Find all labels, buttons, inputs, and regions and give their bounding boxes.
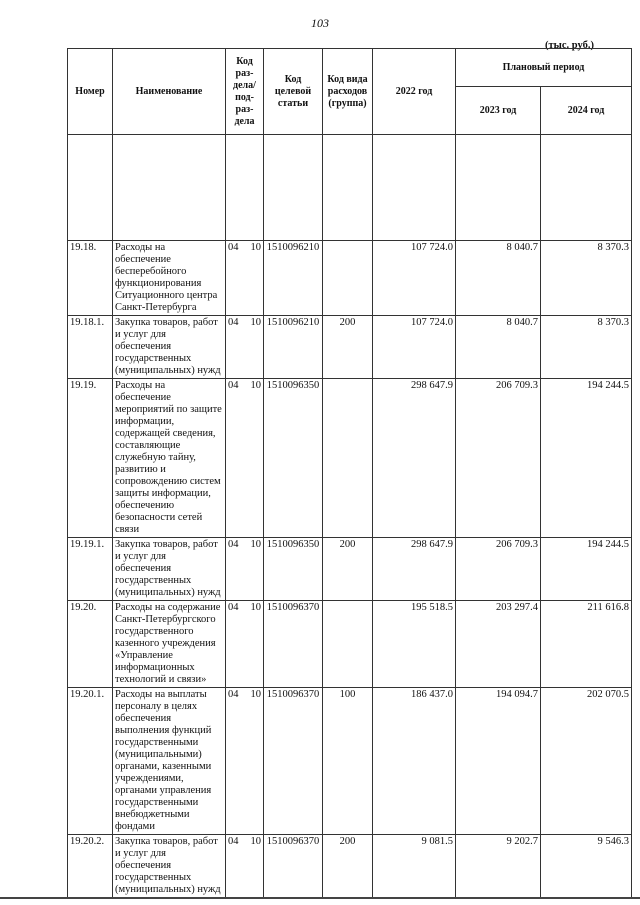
row-amount-2024: 9 546.3 <box>541 835 632 898</box>
header-target-code: Код целевой статьи <box>264 49 323 135</box>
row-expense-type <box>323 379 373 538</box>
row-name: Расходы на обеспечение бесперебойного функционирования Ситуационного центра Санкт-Петербурга <box>113 241 226 316</box>
row-name: Закупка товаров, работ и услуг для обеспечения государственных (муниципальных) нужд <box>113 538 226 601</box>
row-section: 04 <box>228 380 239 391</box>
row-expense-type: 100 <box>323 688 373 835</box>
row-subsection: 10 <box>250 602 261 613</box>
row-subsection: 10 <box>250 317 261 328</box>
row-name: Закупка товаров, работ и услуг для обеспечения государственных (муниципальных) нужд <box>113 316 226 379</box>
row-amount-2022: 195 518.5 <box>373 601 456 688</box>
header-2023: 2023 год <box>456 87 541 135</box>
row-section: 04 <box>228 539 239 550</box>
row-section: 04 <box>228 242 239 253</box>
row-section: 04 <box>228 317 239 328</box>
row-expense-type <box>323 601 373 688</box>
row-amount-2024: 8 370.3 <box>541 316 632 379</box>
row-number: 19.20.2. <box>68 835 113 898</box>
row-target-code: 1510096210 <box>264 316 323 379</box>
row-number: 19.20.1. <box>68 688 113 835</box>
row-expense-type <box>323 241 373 316</box>
row-subsection: 10 <box>250 242 261 253</box>
row-target-code: 1510096210 <box>264 241 323 316</box>
header-section-code: Код раз-дела/ под-раз-дела <box>226 49 264 135</box>
header-2024: 2024 год <box>541 87 632 135</box>
table-row <box>68 241 632 316</box>
row-number: 19.20. <box>68 601 113 688</box>
row-number: 19.18. <box>68 241 113 316</box>
row-subsection: 10 <box>250 380 261 391</box>
row-number: 19.18.1. <box>68 316 113 379</box>
row-section: 04 <box>228 602 239 613</box>
header-expense-type: Код вида расходов (группа) <box>323 49 373 135</box>
row-section: 04 <box>228 689 239 700</box>
row-name: Закупка товаров, работ и услуг для обеспечения государственных (муниципальных) нужд <box>113 835 226 898</box>
row-amount-2024: 194 244.5 <box>541 538 632 601</box>
page-number: 103 <box>311 16 329 30</box>
row-amount-2023: 206 709.3 <box>456 379 541 538</box>
table-row <box>68 538 632 601</box>
row-expense-type: 200 <box>323 538 373 601</box>
row-amount-2022: 298 647.9 <box>373 538 456 601</box>
row-section: 04 <box>228 836 239 847</box>
header-planned-period: Плановый период <box>456 49 632 87</box>
row-amount-2024: 211 616.8 <box>541 601 632 688</box>
table-row <box>68 316 632 379</box>
row-amount-2023: 194 094.7 <box>456 688 541 835</box>
row-target-code: 1510096350 <box>264 379 323 538</box>
header-2022: 2022 год <box>373 49 456 135</box>
row-amount-2022: 298 647.9 <box>373 379 456 538</box>
row-target-code: 1510096370 <box>264 601 323 688</box>
row-amount-2023: 203 297.4 <box>456 601 541 688</box>
row-target-code: 1510096350 <box>264 538 323 601</box>
row-amount-2024: 194 244.5 <box>541 379 632 538</box>
row-amount-2023: 9 202.7 <box>456 835 541 898</box>
row-section-code <box>226 601 264 688</box>
row-name: Расходы на содержание Санкт-Петербургского государственного казенного учреждения «Управление информационных технологий и связи» <box>113 601 226 688</box>
row-amount-2023: 206 709.3 <box>456 538 541 601</box>
row-amount-2024: 202 070.5 <box>541 688 632 835</box>
row-amount-2023: 8 040.7 <box>456 316 541 379</box>
row-name: Расходы на выплаты персоналу в целях обеспечения выполнения функций государственными (муниципальными) органами, казенными учреждениями, органами управления государственными внебюджетными фондами <box>113 688 226 835</box>
row-target-code: 1510096370 <box>264 688 323 835</box>
bottom-rule <box>0 897 640 899</box>
row-amount-2022: 107 724.0 <box>373 316 456 379</box>
row-section-code <box>226 538 264 601</box>
row-section-code <box>226 379 264 538</box>
table-row <box>68 835 632 898</box>
row-amount-2022: 186 437.0 <box>373 688 456 835</box>
budget-table <box>67 48 632 898</box>
row-number: 19.19. <box>68 379 113 538</box>
row-amount-2022: 9 081.5 <box>373 835 456 898</box>
row-amount-2023: 8 040.7 <box>456 241 541 316</box>
row-section-code <box>226 835 264 898</box>
row-section-code <box>226 688 264 835</box>
units-label: (тыс. руб.) <box>545 40 594 51</box>
table-row <box>68 601 632 688</box>
row-amount-2024: 8 370.3 <box>541 241 632 316</box>
row-subsection: 10 <box>250 689 261 700</box>
row-target-code: 1510096370 <box>264 835 323 898</box>
row-section-code <box>226 241 264 316</box>
table-row <box>68 688 632 835</box>
row-number: 19.19.1. <box>68 538 113 601</box>
row-subsection: 10 <box>250 836 261 847</box>
row-expense-type: 200 <box>323 316 373 379</box>
header-spacer-row <box>68 135 632 241</box>
table-row <box>68 379 632 538</box>
row-name: Расходы на обеспечение мероприятий по защите информации, содержащей сведения, составляющие служебную тайну, развитию и сопровождению систем защиты информации, обеспечению безопасности сетей связи <box>113 379 226 538</box>
row-section-code <box>226 316 264 379</box>
header-number: Номер <box>68 49 113 135</box>
header-name: Наименование <box>113 49 226 135</box>
row-amount-2022: 107 724.0 <box>373 241 456 316</box>
row-expense-type: 200 <box>323 835 373 898</box>
row-subsection: 10 <box>250 539 261 550</box>
